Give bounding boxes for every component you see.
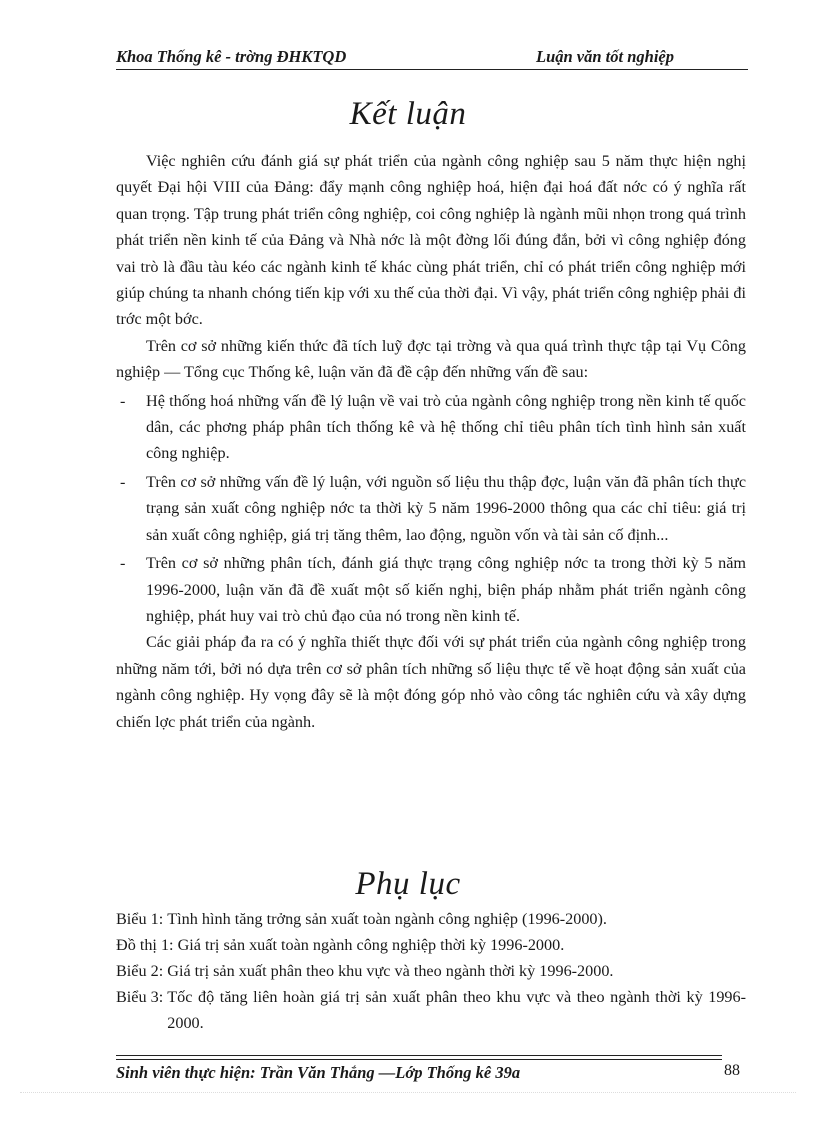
list-item-text: Trên cơ sở những vấn đề lý luận, với nguồn số liệu thu thập đợc, luận văn đã phân tích thực trạng sản xuất công nghiệp nớc ta thời kỳ 5 năm 1996-2000 thông qua các chỉ tiêu: giá trị sản xuất công nghiệp, giá trị tăng thêm, lao động, nguồn vốn và tài sản cố định... bbox=[146, 472, 746, 544]
bullet-dash: - bbox=[120, 472, 126, 491]
appendix-entry-text: Tốc độ tăng liên hoàn giá trị sản xuất phân theo khu vực và theo ngành thời kỳ 1996-2000. bbox=[167, 988, 746, 1032]
list-item-text: Trên cơ sở những phân tích, đánh giá thực trạng công nghiệp nớc ta trong thời kỳ 5 năm 1996-2000, luận văn đã đề xuất một số kiến nghị, biện pháp nhằm phát triển ngành công nghiệp, phát huy vai trò chủ đạo của nó trong nền kinh tế. bbox=[146, 554, 746, 625]
footer-student: Sinh viên thực hiện: Trần Văn Thắng —Lớp Thống kê 39a bbox=[116, 1063, 521, 1082]
appendix-list bbox=[116, 906, 746, 1036]
appendix-entry-text: Giá trị sản xuất phân theo khu vực và theo ngành thời kỳ 1996-2000. bbox=[167, 962, 614, 980]
page-header bbox=[116, 45, 748, 70]
conclusion-paragraph-3: Các giải pháp đa ra có ý nghĩa thiết thực đối với sự phát triển của ngành công nghiệp trong những năm tới, bởi nó dựa trên cơ sở phân tích những số liệu thực tế về hoạt động sản xuất của ngành công nghiệp. Hy vọng đây sẽ là một đóng góp nhỏ vào công tác nghiên cứu và xây dựng chiến lợc phát triển của ngành. bbox=[116, 633, 746, 731]
conclusion-paragraph-2: Trên cơ sở những kiến thức đã tích luỹ đợc tại trờng và qua quá trình thực tập tại Vụ Công nghiệp — Tổng cục Thống kê, luận văn đã đề cập đến những vấn đề sau: bbox=[116, 336, 746, 382]
appendix-entry bbox=[116, 984, 746, 1036]
list-item bbox=[116, 550, 746, 629]
appendix-entry-label: Đồ thị 1: bbox=[116, 936, 178, 954]
page-number: 88 bbox=[724, 1062, 740, 1079]
appendix-entry-label: Biểu 3: bbox=[116, 988, 168, 1006]
header-faculty: Khoa Thống kê - trờng ĐHKTQD bbox=[116, 47, 347, 66]
appendix-entry-label: Biểu 2: bbox=[116, 962, 168, 980]
appendix-entry-text: Tình hình tăng trởng sản xuất toàn ngành công nghiệp (1996-2000). bbox=[167, 910, 607, 928]
appendix-entry bbox=[116, 932, 746, 958]
page-bottom-dotted-line bbox=[20, 1092, 796, 1093]
appendix-entry bbox=[116, 958, 746, 984]
header-thesis-label: Luận văn tốt nghiệp bbox=[536, 47, 674, 66]
appendix-entry-label: Biểu 1: bbox=[116, 910, 168, 928]
conclusion-list bbox=[116, 388, 746, 630]
footer-rule bbox=[116, 1055, 722, 1060]
list-item bbox=[116, 388, 746, 467]
list-item-text: Hệ thống hoá những vấn đề lý luận về vai trò của ngành công nghiệp trong nền kinh tế quốc dân, các phơng pháp phân tích thống kê và hệ thống chỉ tiêu phân tích tình hình sản xuất công nghiệp. bbox=[146, 391, 746, 463]
list-item bbox=[116, 469, 746, 548]
conclusion-body bbox=[116, 148, 746, 735]
conclusion-title: Kết luận bbox=[349, 96, 467, 132]
appendix-title: Phụ lục bbox=[355, 866, 461, 902]
conclusion-paragraph-1: Việc nghiên cứu đánh giá sự phát triển của ngành công nghiệp sau 5 năm thực hiện nghị quyết Đại hội VIII của Đảng: đẩy mạnh công nghiệp hoá, hiện đại hoá đất nớc có ý nghĩa rất quan trọng. Tập trung phát triển công nghiệp, coi công nghiệp là ngành mũi nhọn trong quá trình phát triển nền kinh tế của Đảng và Nhà nớc là một đờng lối đúng đắn, bởi vì công nghiệp đóng vai trò là đầu tàu kéo các ngành kinh tế khác cùng phát triển, chỉ có phát triển công nghiệp mới giúp chúng ta nhanh chóng tiến kịp với xu thế của thời đại. Vì vậy, phát triển công nghiệp phải đi trớc một bớc. bbox=[116, 152, 746, 329]
bullet-dash: - bbox=[120, 391, 126, 410]
appendix-entry-text: Giá trị sản xuất toàn ngành công nghiệp thời kỳ 1996-2000. bbox=[177, 936, 565, 954]
bullet-dash: - bbox=[120, 554, 126, 573]
appendix-entry bbox=[116, 906, 746, 932]
